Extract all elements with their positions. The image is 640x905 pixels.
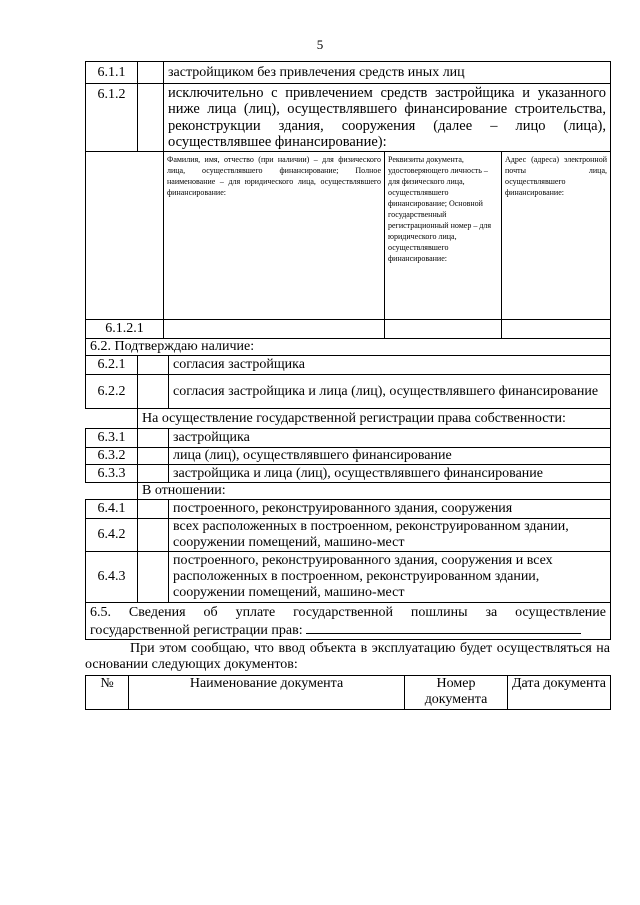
checkbox-cell[interactable] [138,375,169,409]
col-document-number-header: Номер документа [405,676,508,710]
checkbox-cell[interactable] [138,448,169,465]
col-document-name-header: Наименование документа [129,676,405,710]
checkbox-cell[interactable] [138,465,169,483]
financer-name-value[interactable] [164,320,385,339]
item-text: лица (лиц), осуществлявшего финансирование [169,448,611,465]
empty-cell [86,152,164,320]
empty-cell [86,409,138,429]
checkbox-cell[interactable] [138,356,169,375]
item-text: построенного, реконструированного здания, сооружения [169,500,611,519]
empty-cell [86,483,138,500]
financer-email-header: Адрес (адреса) электронной почты лица, осуществлявшего финансирование: [502,152,611,320]
financer-requisites-header: Реквизиты документа, удостоверяющего личность – для физического лица, осуществлявшего финансирование; Основной государственный регистрационный номер – для юридического лица, осуществлявшего финансирование: [385,152,502,320]
state-fee-label: 6.5. Сведения об уплате государственной пошлины за осуществление государственной регистрации прав: [90,605,606,638]
checkbox-cell[interactable] [138,429,169,448]
checkbox-cell[interactable] [138,500,169,519]
checkbox-cell[interactable] [138,519,169,552]
item-text: застройщиком без привлечения средств иных лиц [164,62,611,84]
item-number: 6.2.2 [86,375,138,409]
documents-table [85,675,611,710]
item-number: 6.3.2 [86,448,138,465]
col-document-date-header: Дата документа [508,676,611,710]
checkbox-cell[interactable] [138,552,169,603]
item-number: 6.4.2 [86,519,138,552]
item-text: исключительно с привлечением средств застройщика и указанного ниже лица (лиц), осуществлявшего финансирование строительства, реконструкции здания, сооружения (далее – лицо (лица), осуществлявшее финансирование): [164,84,611,152]
registration-form-table [85,61,611,339]
item-number: 6.1.2 [86,84,138,152]
confirmation-table [85,338,611,640]
page-number: 5 [316,37,324,52]
item-text: застройщика [169,429,611,448]
item-number: 6.3.1 [86,429,138,448]
financer-requisites-value[interactable] [385,320,502,339]
item-number: 6.3.3 [86,465,138,483]
checkbox-cell[interactable] [138,62,164,84]
intro-paragraph: При этом сообщаю, что ввод объекта в эксплуатацию будет осуществляться на основании следующих документов: [85,641,610,672]
section-title: 6.2. Подтверждаю наличие: [86,339,611,356]
financer-email-value[interactable] [502,320,611,339]
section-title: На осуществление государственной регистрации права собственности: [138,409,611,429]
item-text: согласия застройщика [169,356,611,375]
item-number: 6.1.1 [86,62,138,84]
state-fee-info [86,603,611,640]
item-text: застройщика и лица (лиц), осуществлявшего финансирование [169,465,611,483]
item-text: согласия застройщика и лица (лиц), осуществлявшего финансирование [169,375,611,409]
item-number: 6.4.1 [86,500,138,519]
item-number: 6.2.1 [86,356,138,375]
financer-name-header: Фамилия, имя, отчество (при наличии) – для физического лица, осуществлявшего финансирование; Полное наименование – для юридического лица, осуществлявшего финансирование: [164,152,385,320]
item-text: построенного, реконструированного здания, сооружения и всех расположенных в построенном, реконструированном здании, сооружении помещений, машино-мест [169,552,611,603]
item-text: всех расположенных в построенном, реконструированном здании, сооружении помещений, машино-мест [169,519,611,552]
state-fee-field[interactable] [306,621,581,634]
col-number-header: № [86,676,129,710]
item-number: 6.4.3 [86,552,138,603]
checkbox-cell[interactable] [138,84,164,152]
item-number: 6.1.2.1 [86,320,164,339]
section-title: В отношении: [138,483,611,500]
